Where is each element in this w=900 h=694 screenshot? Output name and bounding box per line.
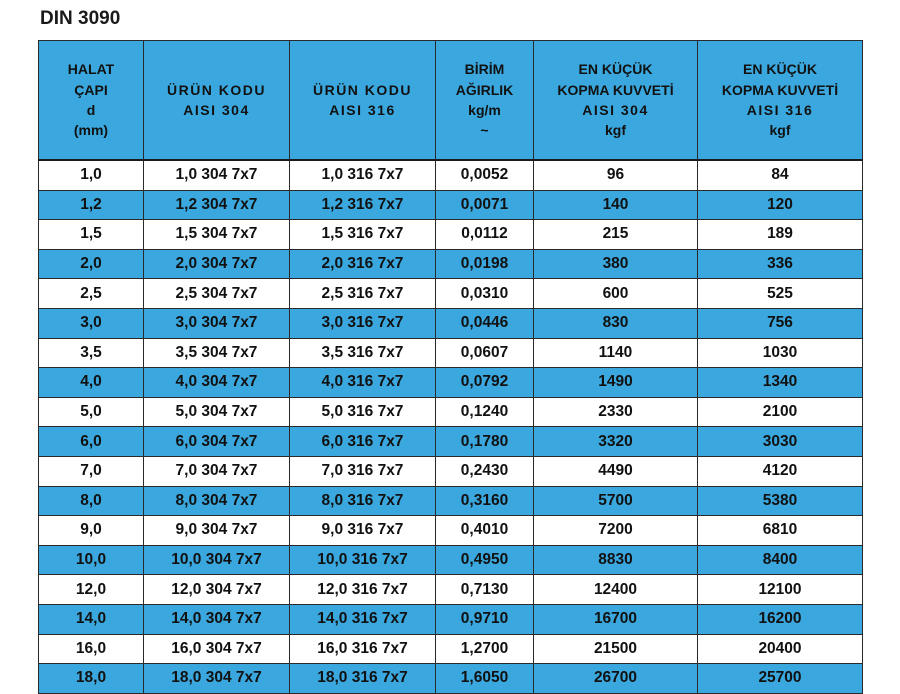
cell-halat-capi: 3,5 bbox=[39, 338, 144, 368]
cell-kopma-316: 756 bbox=[698, 308, 863, 338]
cell-halat-capi: 18,0 bbox=[39, 664, 144, 694]
cell-kopma-304: 8830 bbox=[534, 545, 698, 575]
cell-urun-kodu-316: 3,0 316 7x7 bbox=[290, 308, 436, 338]
header-line: KOPMA KUVVETİ bbox=[721, 81, 839, 98]
page-title: DIN 3090 bbox=[40, 8, 121, 29]
cell-kopma-304: 1490 bbox=[534, 368, 698, 398]
cell-halat-capi: 1,0 bbox=[39, 160, 144, 190]
cell-kopma-304: 21500 bbox=[534, 634, 698, 664]
header-kopma-kuvveti-316 bbox=[698, 41, 863, 161]
header-line: kgf bbox=[769, 122, 791, 139]
cell-urun-kodu-316: 14,0 316 7x7 bbox=[290, 604, 436, 634]
table-row bbox=[39, 220, 863, 250]
cell-halat-capi: 7,0 bbox=[39, 456, 144, 486]
spec-table-body bbox=[39, 160, 863, 693]
cell-halat-capi: 1,2 bbox=[39, 190, 144, 220]
header-line: ~ bbox=[480, 122, 489, 139]
cell-kopma-304: 215 bbox=[534, 220, 698, 250]
cell-kopma-304: 96 bbox=[534, 160, 698, 190]
header-line: AISI 316 bbox=[329, 102, 396, 118]
cell-kopma-316: 189 bbox=[698, 220, 863, 250]
cell-urun-kodu-316: 10,0 316 7x7 bbox=[290, 545, 436, 575]
cell-birim-agirlik: 0,0071 bbox=[436, 190, 534, 220]
cell-urun-kodu-304: 16,0 304 7x7 bbox=[144, 634, 290, 664]
cell-birim-agirlik: 0,4950 bbox=[436, 545, 534, 575]
cell-birim-agirlik: 0,4010 bbox=[436, 516, 534, 546]
cell-birim-agirlik: 0,2430 bbox=[436, 456, 534, 486]
cell-kopma-304: 1140 bbox=[534, 338, 698, 368]
cell-urun-kodu-316: 18,0 316 7x7 bbox=[290, 664, 436, 694]
table-row bbox=[39, 190, 863, 220]
cell-kopma-304: 830 bbox=[534, 308, 698, 338]
cell-birim-agirlik: 0,7130 bbox=[436, 575, 534, 605]
table-row bbox=[39, 397, 863, 427]
cell-urun-kodu-304: 2,0 304 7x7 bbox=[144, 249, 290, 279]
table-row bbox=[39, 308, 863, 338]
cell-kopma-316: 5380 bbox=[698, 486, 863, 516]
cell-birim-agirlik: 0,0112 bbox=[436, 220, 534, 250]
cell-halat-capi: 5,0 bbox=[39, 397, 144, 427]
cell-urun-kodu-316: 6,0 316 7x7 bbox=[290, 427, 436, 457]
cell-kopma-316: 4120 bbox=[698, 456, 863, 486]
table-row bbox=[39, 664, 863, 694]
cell-halat-capi: 4,0 bbox=[39, 368, 144, 398]
cell-urun-kodu-304: 10,0 304 7x7 bbox=[144, 545, 290, 575]
cell-halat-capi: 1,5 bbox=[39, 220, 144, 250]
cell-urun-kodu-316: 12,0 316 7x7 bbox=[290, 575, 436, 605]
cell-halat-capi: 14,0 bbox=[39, 604, 144, 634]
cell-urun-kodu-304: 8,0 304 7x7 bbox=[144, 486, 290, 516]
cell-birim-agirlik: 0,0792 bbox=[436, 368, 534, 398]
cell-kopma-316: 16200 bbox=[698, 604, 863, 634]
cell-kopma-316: 20400 bbox=[698, 634, 863, 664]
spec-table bbox=[38, 40, 863, 694]
cell-halat-capi: 3,0 bbox=[39, 308, 144, 338]
cell-kopma-304: 140 bbox=[534, 190, 698, 220]
cell-halat-capi: 8,0 bbox=[39, 486, 144, 516]
table-row bbox=[39, 604, 863, 634]
cell-kopma-304: 2330 bbox=[534, 397, 698, 427]
cell-kopma-304: 7200 bbox=[534, 516, 698, 546]
cell-urun-kodu-316: 4,0 316 7x7 bbox=[290, 368, 436, 398]
cell-kopma-304: 4490 bbox=[534, 456, 698, 486]
table-row bbox=[39, 575, 863, 605]
cell-kopma-304: 600 bbox=[534, 279, 698, 309]
cell-halat-capi: 2,5 bbox=[39, 279, 144, 309]
header-line: (mm) bbox=[73, 122, 109, 139]
cell-birim-agirlik: 0,0310 bbox=[436, 279, 534, 309]
table-row bbox=[39, 368, 863, 398]
cell-urun-kodu-316: 16,0 316 7x7 bbox=[290, 634, 436, 664]
cell-halat-capi: 12,0 bbox=[39, 575, 144, 605]
header-urun-kodu-304 bbox=[144, 41, 290, 161]
cell-urun-kodu-304: 6,0 304 7x7 bbox=[144, 427, 290, 457]
header-line: EN KÜÇÜK bbox=[743, 61, 817, 78]
cell-halat-capi: 9,0 bbox=[39, 516, 144, 546]
cell-kopma-316: 525 bbox=[698, 279, 863, 309]
table-row bbox=[39, 279, 863, 309]
table-row bbox=[39, 427, 863, 457]
cell-urun-kodu-304: 3,5 304 7x7 bbox=[144, 338, 290, 368]
cell-urun-kodu-316: 5,0 316 7x7 bbox=[290, 397, 436, 427]
header-row bbox=[39, 41, 863, 161]
cell-urun-kodu-316: 1,5 316 7x7 bbox=[290, 220, 436, 250]
cell-kopma-304: 380 bbox=[534, 249, 698, 279]
cell-kopma-316: 1340 bbox=[698, 368, 863, 398]
cell-kopma-304: 5700 bbox=[534, 486, 698, 516]
cell-kopma-316: 2100 bbox=[698, 397, 863, 427]
header-line: KOPMA KUVVETİ bbox=[557, 81, 674, 98]
cell-birim-agirlik: 0,0607 bbox=[436, 338, 534, 368]
cell-halat-capi: 6,0 bbox=[39, 427, 144, 457]
header-kopma-kuvveti-304 bbox=[534, 41, 698, 161]
table-row bbox=[39, 486, 863, 516]
header-line: ÜRÜN KODU bbox=[166, 81, 267, 98]
header-line: ÜRÜN KODU bbox=[312, 81, 413, 98]
cell-birim-agirlik: 1,2700 bbox=[436, 634, 534, 664]
cell-urun-kodu-304: 9,0 304 7x7 bbox=[144, 516, 290, 546]
cell-urun-kodu-316: 3,5 316 7x7 bbox=[290, 338, 436, 368]
cell-urun-kodu-304: 12,0 304 7x7 bbox=[144, 575, 290, 605]
cell-kopma-316: 8400 bbox=[698, 545, 863, 575]
header-line: AISI 316 bbox=[746, 102, 814, 118]
header-line: EN KÜÇÜK bbox=[578, 61, 653, 78]
cell-kopma-316: 84 bbox=[698, 160, 863, 190]
cell-birim-agirlik: 0,0052 bbox=[436, 160, 534, 190]
cell-urun-kodu-304: 3,0 304 7x7 bbox=[144, 308, 290, 338]
header-line: AISI 304 bbox=[183, 102, 250, 118]
header-line: AISI 304 bbox=[582, 102, 649, 118]
cell-urun-kodu-304: 1,2 304 7x7 bbox=[144, 190, 290, 220]
cell-birim-agirlik: 0,3160 bbox=[436, 486, 534, 516]
cell-urun-kodu-316: 9,0 316 7x7 bbox=[290, 516, 436, 546]
cell-birim-agirlik: 0,1780 bbox=[436, 427, 534, 457]
header-halat-capi bbox=[39, 41, 144, 161]
table-row bbox=[39, 456, 863, 486]
header-urun-kodu-316 bbox=[290, 41, 436, 161]
cell-kopma-304: 3320 bbox=[534, 427, 698, 457]
cell-urun-kodu-304: 7,0 304 7x7 bbox=[144, 456, 290, 486]
cell-urun-kodu-316: 7,0 316 7x7 bbox=[290, 456, 436, 486]
cell-urun-kodu-304: 5,0 304 7x7 bbox=[144, 397, 290, 427]
header-birim-agirlik bbox=[436, 41, 534, 161]
cell-urun-kodu-304: 1,5 304 7x7 bbox=[144, 220, 290, 250]
cell-kopma-304: 16700 bbox=[534, 604, 698, 634]
cell-kopma-304: 26700 bbox=[534, 664, 698, 694]
cell-urun-kodu-316: 2,5 316 7x7 bbox=[290, 279, 436, 309]
header-line: ÇAPI bbox=[74, 81, 108, 98]
cell-halat-capi: 2,0 bbox=[39, 249, 144, 279]
cell-urun-kodu-304: 1,0 304 7x7 bbox=[144, 160, 290, 190]
header-line: kg/m bbox=[468, 102, 501, 118]
cell-urun-kodu-316: 8,0 316 7x7 bbox=[290, 486, 436, 516]
cell-kopma-316: 25700 bbox=[698, 664, 863, 694]
cell-kopma-316: 1030 bbox=[698, 338, 863, 368]
cell-kopma-316: 6810 bbox=[698, 516, 863, 546]
cell-kopma-304: 12400 bbox=[534, 575, 698, 605]
cell-birim-agirlik: 0,1240 bbox=[436, 397, 534, 427]
header-line: kgf bbox=[605, 122, 626, 139]
cell-urun-kodu-304: 2,5 304 7x7 bbox=[144, 279, 290, 309]
table-row bbox=[39, 545, 863, 575]
header-line: AĞIRLIK bbox=[455, 81, 514, 98]
header-line: BİRİM bbox=[464, 61, 505, 78]
cell-kopma-316: 336 bbox=[698, 249, 863, 279]
cell-birim-agirlik: 0,0446 bbox=[436, 308, 534, 338]
cell-kopma-316: 3030 bbox=[698, 427, 863, 457]
table-row bbox=[39, 338, 863, 368]
table-row bbox=[39, 249, 863, 279]
cell-kopma-316: 12100 bbox=[698, 575, 863, 605]
cell-kopma-316: 120 bbox=[698, 190, 863, 220]
cell-birim-agirlik: 1,6050 bbox=[436, 664, 534, 694]
table-row bbox=[39, 516, 863, 546]
cell-halat-capi: 16,0 bbox=[39, 634, 144, 664]
cell-halat-capi: 10,0 bbox=[39, 545, 144, 575]
cell-birim-agirlik: 0,9710 bbox=[436, 604, 534, 634]
cell-urun-kodu-304: 4,0 304 7x7 bbox=[144, 368, 290, 398]
cell-urun-kodu-304: 18,0 304 7x7 bbox=[144, 664, 290, 694]
cell-urun-kodu-304: 14,0 304 7x7 bbox=[144, 604, 290, 634]
header-line: d bbox=[86, 102, 96, 118]
cell-urun-kodu-316: 1,0 316 7x7 bbox=[290, 160, 436, 190]
table-row bbox=[39, 160, 863, 190]
cell-birim-agirlik: 0,0198 bbox=[436, 249, 534, 279]
cell-urun-kodu-316: 1,2 316 7x7 bbox=[290, 190, 436, 220]
cell-urun-kodu-316: 2,0 316 7x7 bbox=[290, 249, 436, 279]
table-row bbox=[39, 634, 863, 664]
header-line: HALAT bbox=[67, 61, 115, 78]
